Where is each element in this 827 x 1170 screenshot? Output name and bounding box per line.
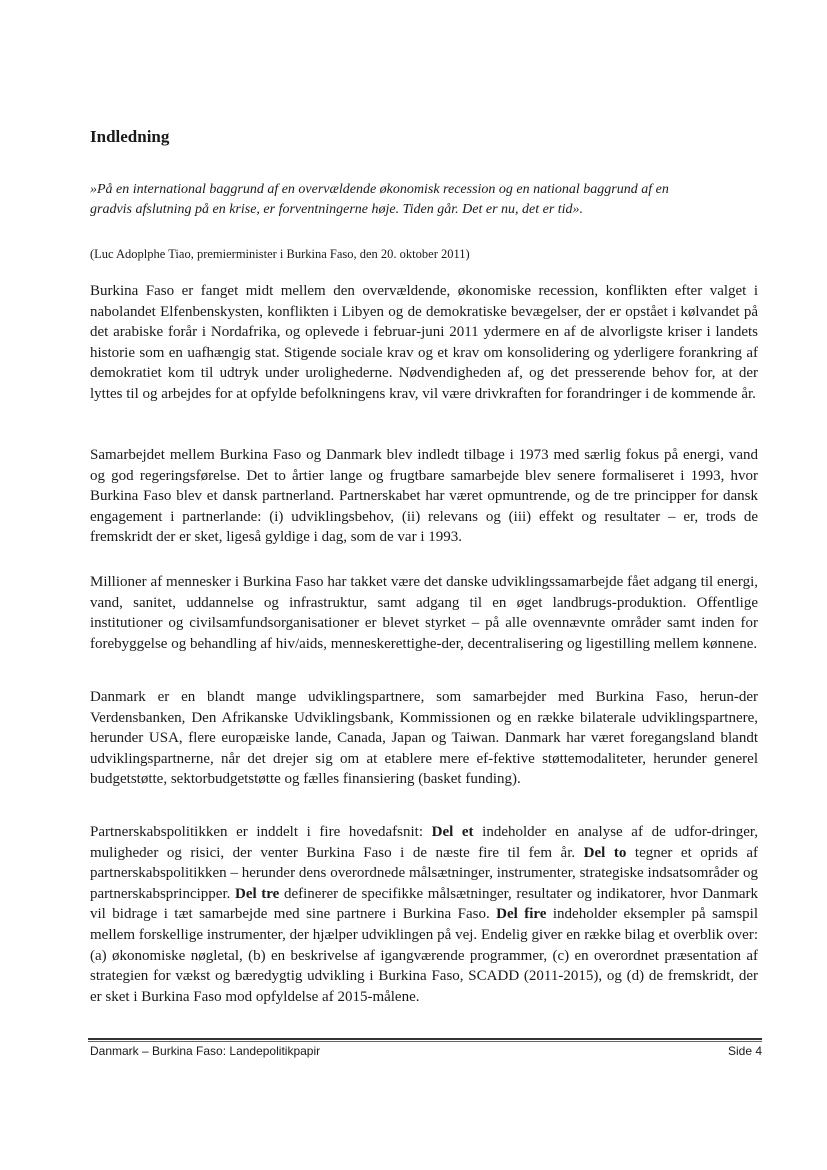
page-number: Side 4 [727,1044,762,1058]
text-run: tegner et oprids af partnerskabspolitikken – herunder dens overordnede målsætninger, instrumenter, strategiske indsatsområder og partnerskabsprincipper. [90,844,758,902]
bold-part-four: Del fire [496,906,547,923]
paragraph-3 [90,572,758,654]
footer-rule [88,1038,762,1040]
text-run: indeholder en analyse af de udfor-dringer, muligheder og risici, der venter Burkina Faso i de næste fire til fem år. [90,824,759,861]
text-run: definerer de specifikke målsætninger, resultater og indikatorer, hvor Danmark vil bidrage i tæt samarbejde med sine partnere i Burkina Faso. [90,885,759,923]
paragraph-5 [90,822,758,1007]
paragraph-2 [90,445,758,548]
footer-title: Danmark – Burkina Faso: Landepolitikpapir [90,1044,321,1058]
paragraph-text: Samarbejdet mellem Burkina Faso og Danmark blev indledt tilbage i 1973 med særlig fokus på energi, vand og god regeringsførelse. Det to årtier lange og frugtbare samarbejde blev senere formaliseret i 1993, hvor Burkina Faso blev et dansk partnerland. Partnerskabet har været opmuntrende, og de tre principper for dansk engagement i partnerlande: (i) udviklingsbehov, (ii) relevans og (iii) effekt og resultater – er, trods de fremskridt der er sket, ligeså gyldige i dag, som de var i 1993. [90,447,758,546]
paragraph-text: Millioner af mennesker i Burkina Faso har takket være det danske udviklingssamarbejde fået adgang til energi, vand, sanitet, uddannelse og infrastruktur, samt adgang til en øget landbrugs-produktion. Offentlige institutioner og civilsamfundsorganisationer er blevet styrket – på alle ovennævnte områder samt inden for forebyggelse og behandling af hiv/aids, menneskerettighe-der, decentralisering og ligestilling mellem kønnene. [90,574,758,652]
text-run: indeholder eksempler på samspil mellem forskellige instrumenter, der hjælper udviklingen på vej. Endelig giver en række bilag et overblik over: (a) økonomiske nøgletal, (b) en beskrivelse af igangværende programmer, (c) en overordnet præsentation af strategien for vækst og bæredygtig udvikling i Burkina Faso, SCADD (2011-2015), og (d) de fremskridt, der er sket i Burkina Faso mod opfyldelse af 2015-målene. [90,906,758,1005]
quote-source: (Luc Adoplphe Tiao, premierminister i Burkina Faso, den 20. oktober 2011) [90,247,470,261]
paragraph-1 [90,281,758,405]
bold-part-two: Del to [583,844,627,861]
paragraph-4 [90,687,758,790]
epigraph-quote: »På en international baggrund af en overvældende økonomisk recession og en national baggrund af en gradvis afslutning på en krise, er forventningerne høje. Tiden går. Det er nu, det er tid». [90,182,669,217]
paragraph-text: Danmark er en blandt mange udviklingspartnere, som samarbejder med Burkina Faso, herun-der Verdensbanken, Den Afrikanske Udviklingsbank, Kommissionen og en række bilaterale udviklingspartnere, herunder USA, flere europæiske lande, Canada, Japan og Taiwan. Danmark har været foregangsland blandt udviklingspartnerne, når det drejer sig om at etablere mere ef-fektive støttemodaliteter, herunder generel budgetstøtte, sektorbudgetstøtte og fælles finansiering (basket funding). [90,689,758,788]
footer-rule-thin [88,1041,762,1042]
paragraph-text: Burkina Faso er fanget midt mellem den overvældende, økonomiske recession, konflikten efter valget i nabolandet Elfenbenskysten, konflikten i Libyen og de demokratiske bevægelser, der er opstået i kølvandet på det arabiske forår i Nordafrika, og oplevede i februar-juni 2011 ydermere en af de alvorligste kriser i landets historie som en uafhængig stat. Stigende sociale krav og et krav om konsolidering og yderligere forankring af demokratiet kom til udtryk under urolighederne. Nødvendigheden af, og det presserende behov for, at der lyttes til og arbejdes for at opfylde befolkningens krav, vil være drivkraften for forandringer i de kommende år. [90,283,758,402]
text-run: Partnerskabspolitikken er inddelt i fire hovedafsnit: [90,824,432,840]
paragraph-text [90,822,758,1007]
bold-part-one: Del et [431,824,474,840]
section-heading: Indledning [90,127,170,146]
bold-part-three: Del tre [235,885,280,902]
